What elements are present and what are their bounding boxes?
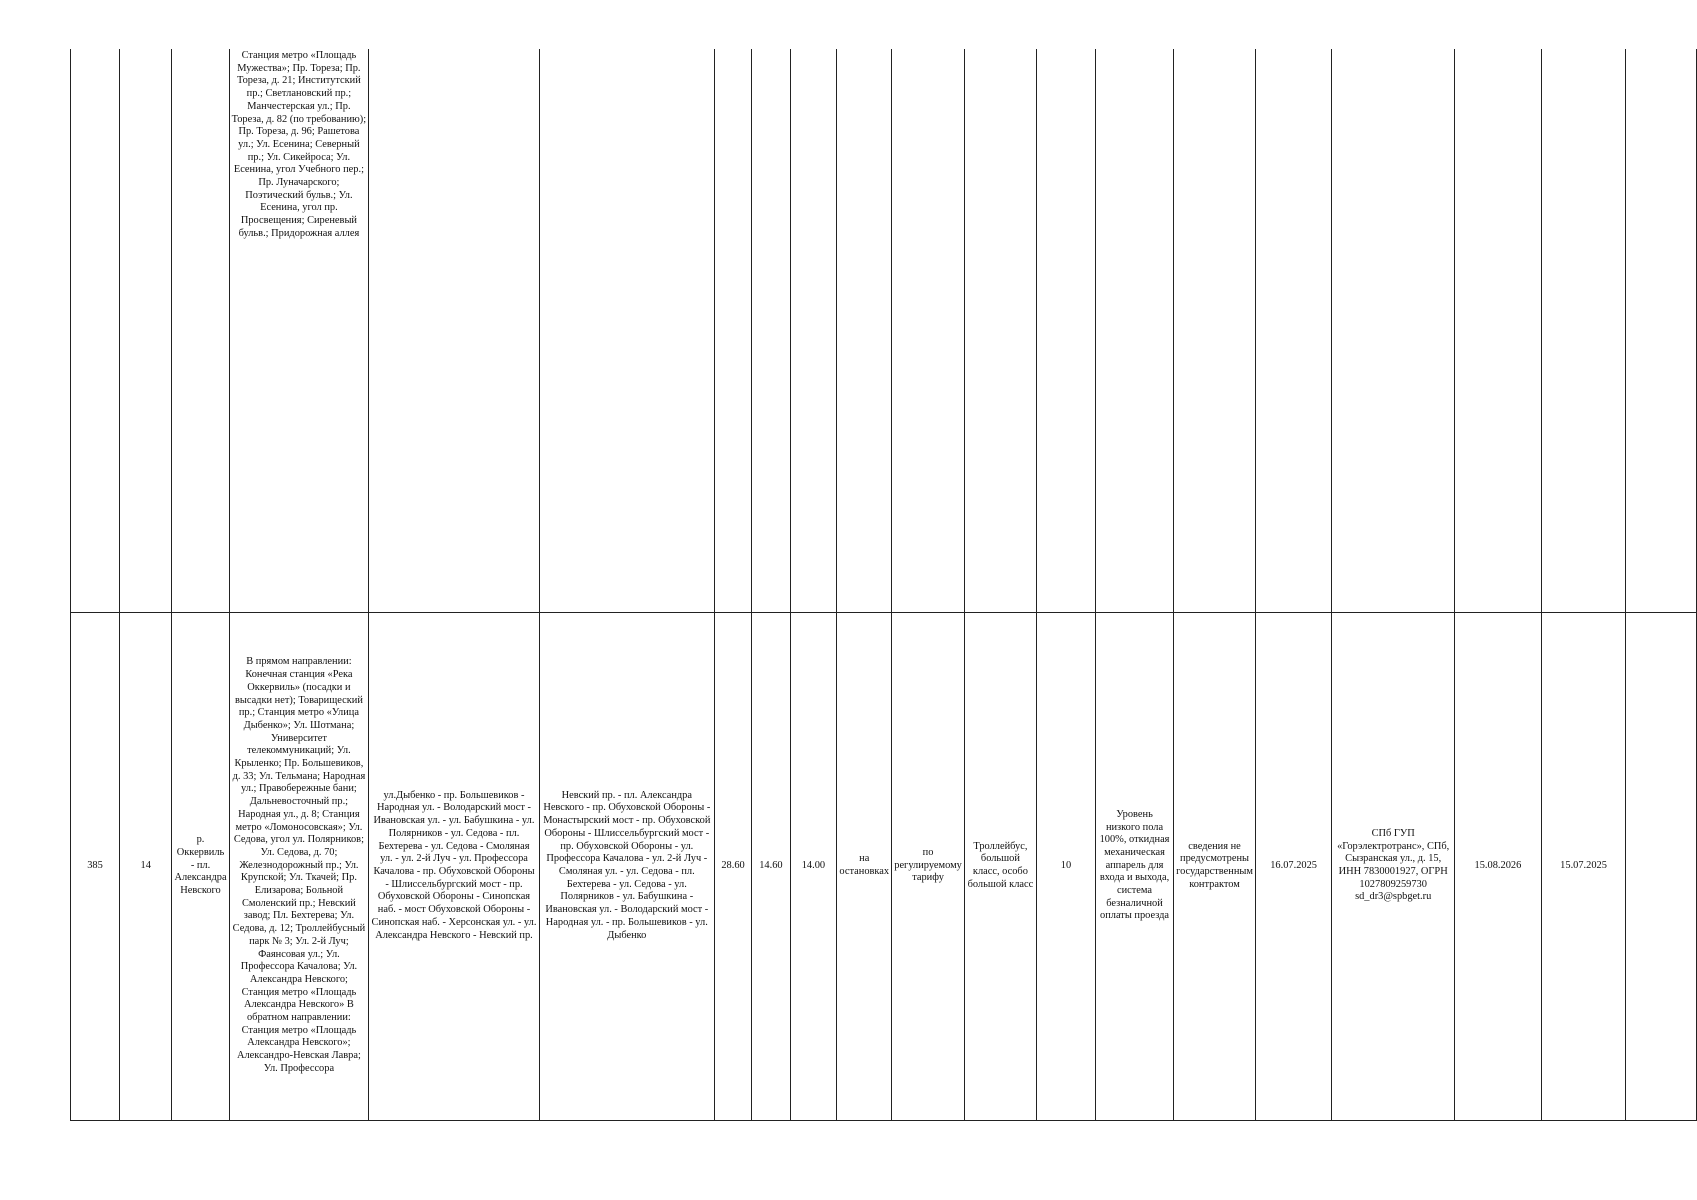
cell-contract-info: [1174, 49, 1256, 612]
cell-boarding-order: [837, 49, 892, 612]
cell-carrier: СПб ГУП «Горэлектротранс», СПб, Сызранская ул., д. 15, ИНН 7830001927, ОГРН 1027809259730 sd_dr3@spbget.ru: [1332, 612, 1455, 1120]
cell-characteristics: [1095, 49, 1173, 612]
cell-vehicle-count: 10: [1036, 612, 1095, 1120]
cell-length-forward: 28.60: [714, 612, 751, 1120]
cell-reg-no: [71, 49, 120, 612]
table-row-previous: [71, 49, 1697, 612]
cell-stops: [229, 49, 369, 612]
cell-length-backward: [752, 49, 790, 612]
cell-contract-info: сведения не предусмотрены государственным контрактом: [1174, 612, 1256, 1120]
cell-end-date: [1455, 49, 1542, 612]
cell-length-third: [790, 49, 837, 612]
cell-extra: [1626, 49, 1697, 612]
cell-start-date: [1255, 49, 1331, 612]
cell-carrier: [1332, 49, 1455, 612]
cell-length-backward: 14.60: [752, 612, 790, 1120]
cell-tariff: [892, 49, 965, 612]
cell-characteristics: Уровень низкого пола 100%, откидная механическая аппарель для входа и выхода, система безналичной оплаты проезда: [1095, 612, 1173, 1120]
cell-vehicle-count: [1036, 49, 1095, 612]
cell-stops: В прямом направлении: Конечная станция «Река Оккервиль» (посадки и высадки нет); Товарищеский пр.; Станция метро «Улица Дыбенко»; Ул. Шотмана; Университет телекоммуникаций; Ул. Крыленко; Пр. Большевиков, д. 33; Ул. Тельмана; Народная ул.; Правобережные бани; Дальневосточный пр.; Народная ул., д. 8; Станция метро «Ломоносовская»; Ул. Седова, угол ул. Полярников; Ул. Седова, д. 70; Железнодорожный пр.; Ул. Крупской; Ул. Ткачей; Пр. Елизарова; Больной Смоленский пр.; Невский завод; Пл. Бехтерева; Ул. Седова, д. 12; Троллейбусный парк № 3; Ул. 2-й Луч; Фаянсовая ул.; Ул. Профессора Качалова; Ул. Александра Невского; Станция метро «Площадь Александра Невского» В обратном направлении: Станция метро «Площадь Александра Невского»; Александро-Невская Лавра; Ул. Профессора: [229, 612, 369, 1120]
cell-length-third: 14.00: [790, 612, 837, 1120]
cell-extra: [1626, 612, 1697, 1120]
cell-streets-forward: ул.Дыбенко - пр. Большевиков - Народная ул. - Володарский мост - Ивановская ул. - ул. Бабушкина - ул. Полярников - ул. Седова - пл. Бехтерева - ул. Седова - Смоляная ул. - ул. 2-й Луч - ул. Профессора Качалова - пр. Обуховской Обороны - Шлиссельбургский мост - пр. Обуховской Обороны - Синопская наб. - мост Обуховской Обороны - Синопская наб. - Херсонская ул. - ул. Александра Невского - Невский пр.: [369, 612, 539, 1120]
cell-route-no: 14: [120, 612, 172, 1120]
cell-end-date: 15.08.2026: [1455, 612, 1542, 1120]
cell-streets-forward: [369, 49, 539, 612]
cell-tariff: по регулируемому тарифу: [892, 612, 965, 1120]
cell-route-name: р. Оккервиль - пл. Александра Невского: [172, 612, 229, 1120]
cell-length-forward: [714, 49, 751, 612]
cell-start-date: 16.07.2025: [1255, 612, 1331, 1120]
cell-vehicle-type: [964, 49, 1036, 612]
cell-date-last: [1541, 49, 1626, 612]
route-registry-table: [70, 49, 1697, 1121]
cell-date-last: 15.07.2025: [1541, 612, 1626, 1120]
stops-text: Станция метро «Площадь Мужества»; Пр. Тореза; Пр. Тореза, д. 21; Институтский пр.; Светлановский пр.; Манчестерская ул.; Пр. Тореза, д. 82 (по требованию); Пр. Тореза, д. 96; Рашетова ул.; Ул. Есенина; Северный пр.; Ул. Сикейроса; Ул. Есенина, угол Учебного пер.; Пр. Луначарского; Поэтический бульв.; Ул. Есенина, угол пр. Просвещения; Сиреневый бульв.; Придорожная аллея: [231, 50, 367, 239]
cell-reg-no: 385: [71, 612, 120, 1120]
cell-route-no: [120, 49, 172, 612]
cell-streets-backward: Невский пр. - пл. Александра Невского - пр. Обуховской Обороны - Монастырский мост - пр. Обуховской Обороны - Шлиссельбургский мост - пр. Обуховской Обороны - ул. Профессора Качалова - ул. 2-й Луч - Смоляная ул. - ул. Седова - пл. Бехтерева - ул. Седова - ул. Полярников - ул. Бабушкина - Ивановская ул. - Володарский мост - Народная ул. - пр. Большевиков - ул. Дыбенко: [539, 612, 714, 1120]
cell-streets-backward: [539, 49, 714, 612]
cell-vehicle-type: Троллейбус, большой класс, особо большой класс: [964, 612, 1036, 1120]
table-row-385: [71, 612, 1697, 1120]
cell-boarding-order: на остановках: [837, 612, 892, 1120]
cell-route-name: [172, 49, 229, 612]
